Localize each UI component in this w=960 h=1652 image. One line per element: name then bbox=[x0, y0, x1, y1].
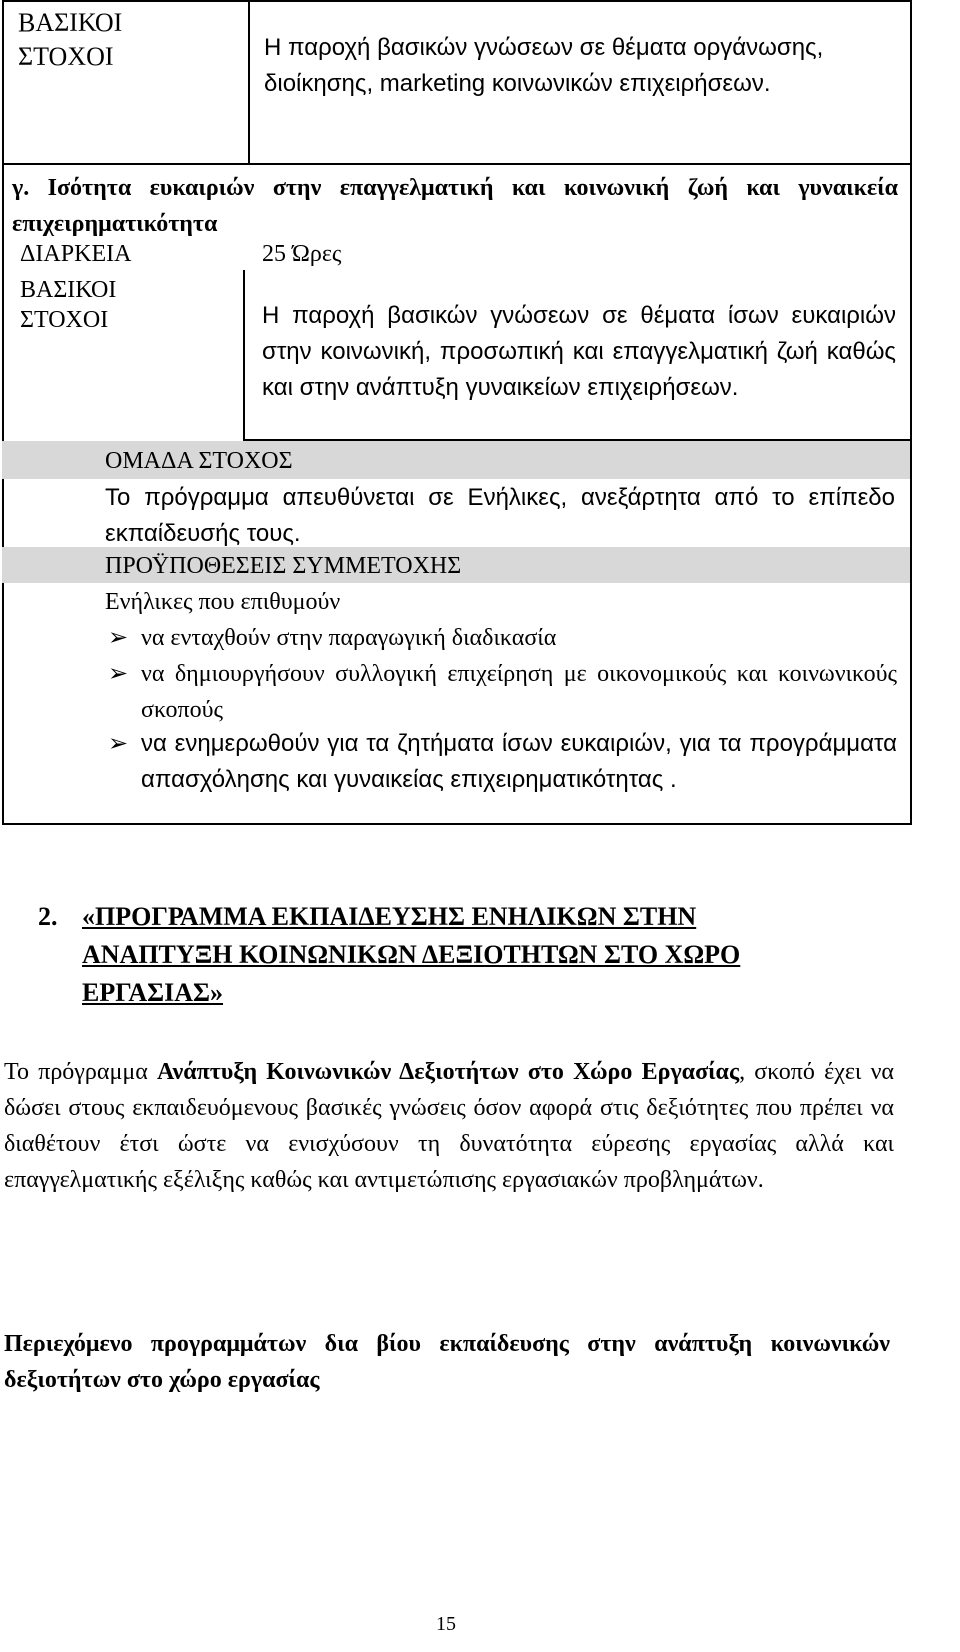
paragraph-rest: , σκοπό έχει να δώσει στους εκπαιδευόμενους βασικές γνώσεις όσον αφορά στις δεξιότητες που πρέπει να διαθέτουν έτσι ώστε να ενισχύσουν τη δυνατότητα εύρεσης εργασίας αλλά και επαγγελματικής εξέλιξης καθώς και αντιμετώπισης εργασιακών προβλημάτων. bbox=[4, 1059, 895, 1193]
section-g-goals-text: Η παροχή βασικών γνώσεων σε θέματα ίσων ευκαιριών στην κοινωνική, προσωπική και επαγγελματική ζωή καθώς και στην ανάπτυξη γυναικείων επιχειρήσεων. bbox=[262, 302, 896, 401]
section-g-goals-label-line2: ΣΤΟΧΟΙ bbox=[20, 307, 109, 333]
section2-number: 2. bbox=[38, 902, 58, 931]
bullet-arrow-icon: ➢ bbox=[108, 625, 129, 651]
bullet-arrow-icon: ➢ bbox=[108, 661, 129, 687]
section2-paragraph bbox=[4, 1054, 894, 1198]
bullet-item: να δημιουργήσουν συλλογική επιχείρηση με οικονομικούς και κοινωνικούς σκοπούς bbox=[141, 661, 897, 723]
paragraph-intro: Το πρόγραμμα bbox=[4, 1059, 148, 1085]
section-g-goals-label-line1: ΒΑΣΙΚΟΙ bbox=[20, 277, 117, 303]
prereq-heading: ΠΡΟΫΠΟΘΕΣΕΙΣ ΣΥΜΜΕΤΟΧΗΣ bbox=[105, 553, 462, 579]
section2-title: «ΠΡΟΓΡΑΜΜΑ ΕΚΠΑΙΔΕΥΣΗΣ ΕΝΗΛΙΚΩΝ ΣΤΗΝ ΑΝΑΠΤΥΞΗ ΚΟΙΝΩΝΙΚΩΝ ΔΕΞΙΟΤΗΤΩΝ ΣΤΟ ΧΩΡΟ ΕΡΓΑΣΙΑΣ» bbox=[82, 902, 741, 1007]
section-g-title: γ. Ισότητα ευκαιριών στην επαγγελματική και κοινωνική ζωή και γυναικεία επιχειρηματικότητα bbox=[12, 175, 898, 237]
target-text: Το πρόγραμμα απευθύνεται σε Ενήλικες, ανεξάρτητα από το επίπεδο εκπαίδευσής τους. bbox=[105, 484, 895, 547]
goals-label-line1: ΒΑΣΙΚΟΙ bbox=[18, 8, 123, 37]
content-heading: Περιεχόμενο προγραμμάτων δια βίου εκπαίδευσης στην ανάπτυξη κοινωνικών δεξιοτήτων στο χώρο εργασίας bbox=[4, 1331, 890, 1393]
prereq-intro: Ενήλικες που επιθυμούν bbox=[105, 589, 341, 615]
table-divider bbox=[248, 2, 250, 165]
target-heading: ΟΜΑΔΑ ΣΤΟΧΟΣ bbox=[105, 448, 293, 474]
bullet-item: να ενημερωθούν για τα ζητήματα ίσων ευκαιριών, για τα προγράμματα απασχόλησης και γυναικείας επιχειρηματικότητας . bbox=[141, 730, 897, 793]
goals-text: Η παροχή βασικών γνώσεων σε θέματα οργάνωσης, διοίκησης, marketing κοινωνικών επιχειρήσεων. bbox=[264, 34, 824, 97]
bullet-arrow-icon: ➢ bbox=[108, 731, 129, 757]
duration-value: 25 Ώρες bbox=[262, 241, 342, 267]
program-name: Ανάπτυξη Κοινωνικών Δεξιοτήτων στο Χώρο Εργασίας bbox=[156, 1059, 740, 1085]
goals-label-line2: ΣΤΟΧΟΙ bbox=[18, 42, 114, 71]
duration-label: ΔΙΑΡΚΕΙΑ bbox=[20, 241, 132, 267]
page-number: 15 bbox=[436, 1613, 456, 1635]
bullet-item: να ενταχθούν στην παραγωγική διαδικασία bbox=[141, 625, 557, 651]
